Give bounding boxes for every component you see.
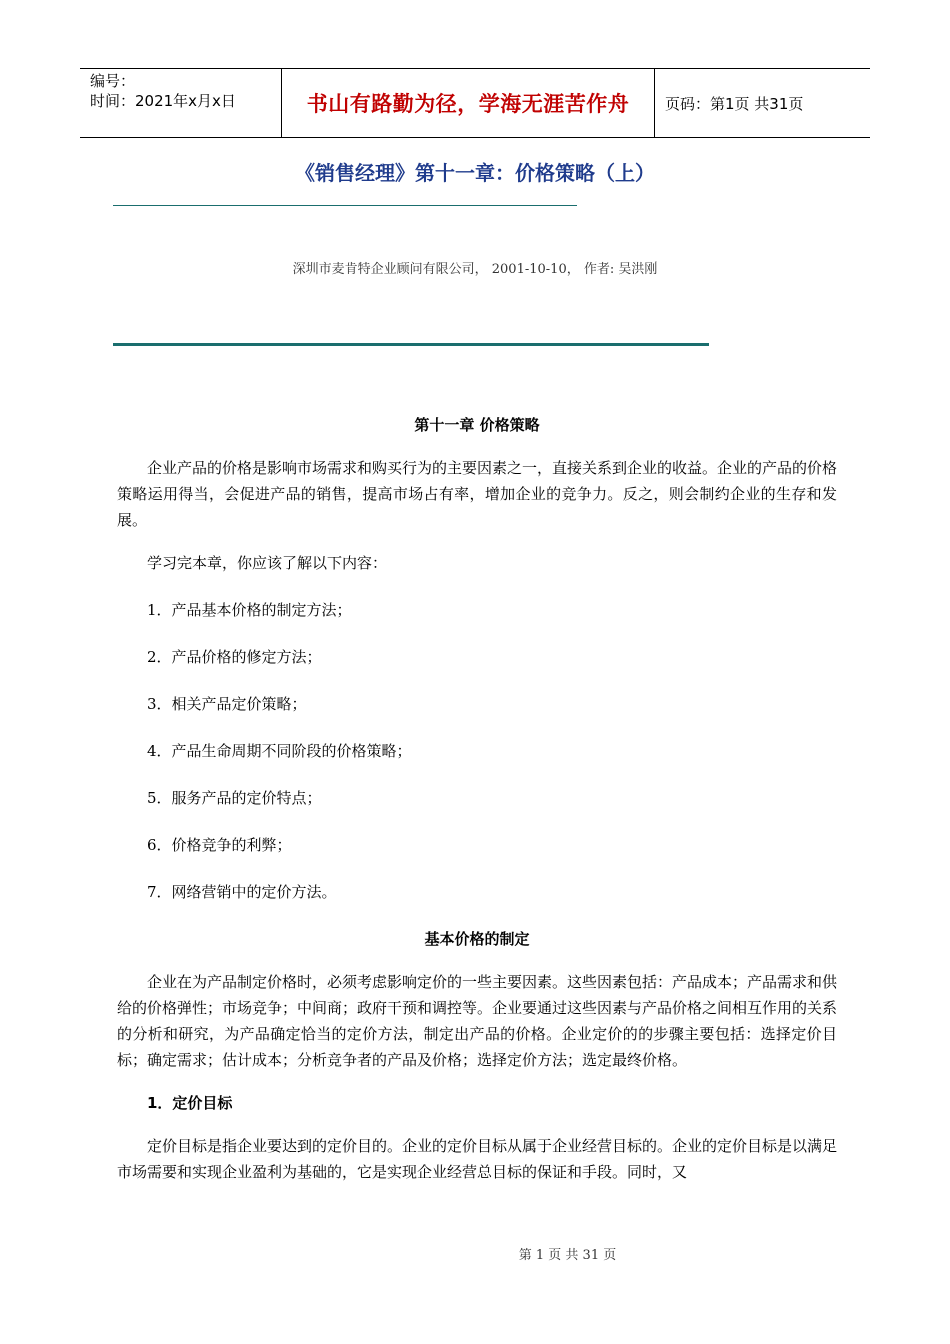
header-page-cell [655, 69, 870, 137]
section-heading: 基本价格的制定 [424, 930, 530, 948]
page-footer [0, 1244, 950, 1263]
byline: 深圳市麦肯特企业顾问有限公司， 2001-10-10， 作者: 吴洪刚 [292, 262, 658, 277]
list-item: 2．产品价格的修定方法； [147, 648, 322, 666]
byline-divider [113, 343, 709, 346]
subsection-paragraph: 定价目标是指企业要达到的定价目的。企业的定价目标从属于企业经营目标的。企业的定价目标是以满足市场需要和实现企业盈利为基础的，它是实现企业经营总目标的保证和手段。同时，又 [117, 1137, 838, 1181]
title-divider [113, 205, 577, 206]
intro-paragraph: 企业产品的价格是影响市场需求和购买行为的主要因素之一，直接关系到企业的收益。企业的产品的价格策略运用得当，会促进产品的销售，提高市场占有率，增加企业的竞争力。反之，则会制约企业的生存和发展。 [117, 459, 838, 529]
header-motto-cell [281, 69, 655, 137]
motto: 书山有路勤为径，学海无涯苦作舟 [306, 92, 630, 116]
document-title: 《销售经理》第十一章：价格策略（上） [295, 161, 655, 185]
header-meta-cell [80, 69, 281, 137]
footer-page-number: 第 1 页 共 31 页 [518, 1248, 617, 1263]
document-time: 时间：2021年x月x日 [90, 92, 236, 110]
section-paragraph: 企业在为产品制定价格时，必须考虑影响定价的一些主要因素。这些因素包括：产品成本；产品需求和供给的价格弹性；市场竞争；中间商；政府干预和调控等。企业要通过这些因素与产品价格之间相互作用的关系的分析和研究，为产品确定恰当的定价方法，制定出产品的价格。企业定价的的步骤主要包括：选择定价目标；确定需求；估计成本；分析竞争者的产品及价格；选择定价方法；选定最终价格。 [117, 973, 838, 1069]
list-item: 1．产品基本价格的制定方法； [147, 601, 352, 619]
chapter-heading: 第十一章 价格策略 [414, 416, 540, 434]
list-item: 5．服务产品的定价特点； [147, 789, 322, 807]
list-item: 6．价格竞争的利弊； [147, 836, 292, 854]
objectives-intro: 学习完本章，你应该了解以下内容： [147, 554, 388, 572]
header-page-number: 页码：第1页 共31页 [665, 94, 804, 113]
document-number: 编号： [90, 72, 136, 90]
list-item: 4．产品生命周期不同阶段的价格策略； [147, 742, 412, 760]
list-item: 7．网络营销中的定价方法。 [147, 883, 337, 901]
header-table [80, 68, 870, 138]
list-item: 3．相关产品定价策略； [147, 695, 307, 713]
subsection-heading: 1．定价目标 [147, 1094, 233, 1112]
article-body [117, 412, 837, 1185]
